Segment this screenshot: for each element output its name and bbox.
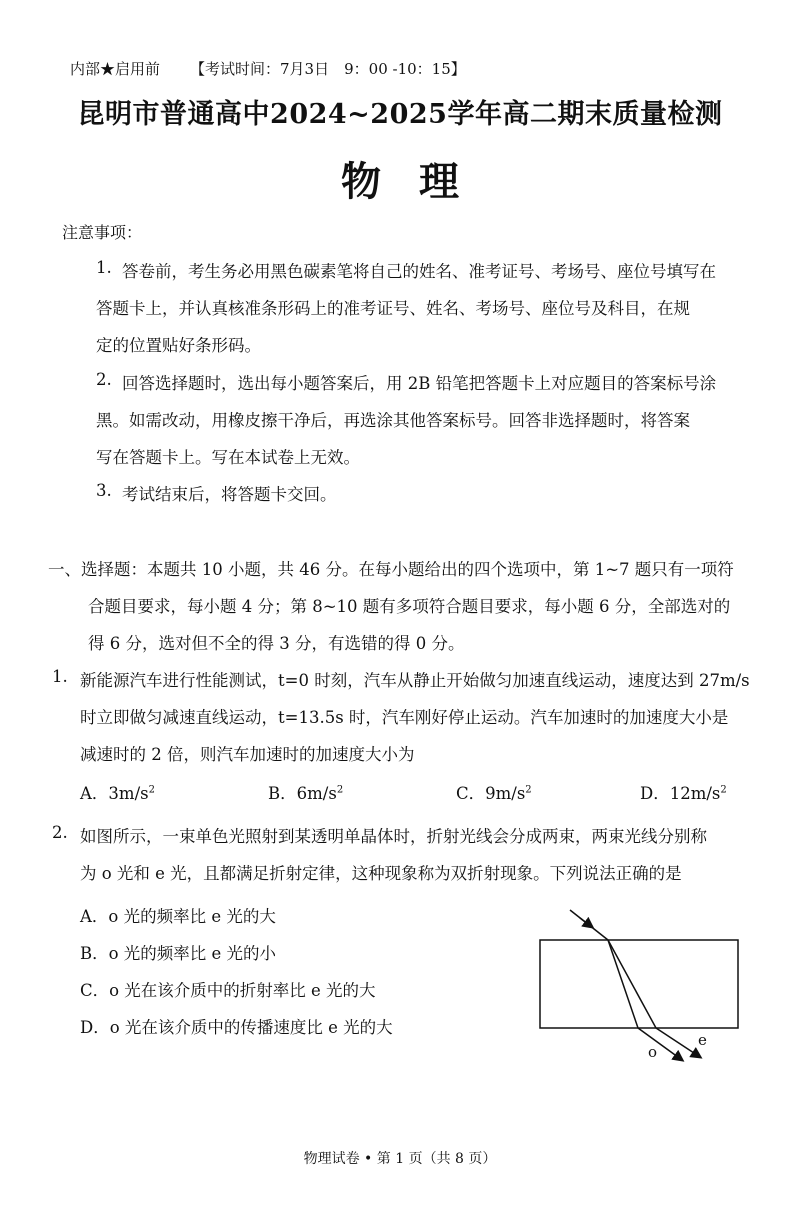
question-1-option-d[interactable]: D．$12m/s^2$ — [640, 784, 727, 803]
notice-item-3-line-1: 考试结束后，将答题卡交回。 — [122, 485, 337, 504]
notice-item-2-line-1: 回答选择题时，选出每小题答案后，用 2B 铅笔把答题卡上对应题目的答案标号涂 — [122, 374, 717, 393]
notice-item-1-line-2: 答题卡上，并认真核准条形码上的准考证号、姓名、考场号、座位号及科目，在规 — [96, 299, 690, 318]
question-1-line-2: 时立即做匀减速直线运动，t=13.5s 时，汽车刚好停止运动。汽车加速时的加速度大小是 — [80, 708, 729, 727]
e-ray-label: e — [698, 1031, 707, 1049]
question-2-option-d[interactable]: D．o 光在该介质中的传播速度比 e 光的大 — [80, 1018, 393, 1037]
crystal-block — [540, 940, 738, 1028]
question-2-line-2: 为 o 光和 e 光，且都满足折射定律，这种现象称为双折射现象。下列说法正确的是 — [80, 864, 682, 883]
question-2-line-1: 如图所示，一束单色光照射到某透明单晶体时，折射光线会分成两束，两束光线分别称 — [80, 827, 707, 846]
exam-time: 【考试时间：7月3日 9：00 -10：15】 — [190, 60, 466, 78]
notice-item-1-number: 1. — [96, 258, 112, 277]
question-1-number: 1. — [52, 667, 68, 686]
notice-item-2-number: 2. — [96, 370, 112, 389]
page-footer: 物理试卷 • 第 1 页（共 8 页） — [303, 1151, 497, 1167]
notice-item-3-number: 3. — [96, 481, 112, 500]
e-ray-exit — [656, 1028, 700, 1057]
e-ray-inside — [608, 940, 656, 1028]
page-title: 昆明市普通高中2024~2025学年高二期末质量检测 — [77, 99, 723, 130]
notice-item-1-line-3: 定的位置贴好条形码。 — [96, 336, 261, 355]
question-2-option-b[interactable]: B．o 光的频率比 e 光的小 — [80, 944, 277, 963]
o-ray-label: o — [648, 1043, 658, 1061]
subject-title: 物理 — [341, 158, 497, 205]
notice-item-2-line-2: 黑。如需改动，用橡皮擦干净后，再选涂其他答案标号。回答非选择题时，将答案 — [96, 411, 690, 430]
question-1-option-b[interactable]: B．$6m/s^2$ — [268, 784, 344, 803]
birefringence-diagram — [520, 895, 750, 1075]
section-1-line-3: 得 6 分，选对但不全的得 3 分，有选错的得 0 分。 — [88, 634, 465, 653]
section-1-line-2: 合题目要求，每小题 4 分；第 8~10 题有多项符合题目要求，每小题 6 分，全部选对的 — [88, 597, 731, 616]
exam-header — [70, 58, 466, 79]
question-2-number: 2. — [52, 823, 68, 842]
question-1-option-c[interactable]: C．$9m/s^2$ — [456, 784, 532, 803]
o-ray-exit — [638, 1028, 682, 1060]
notice-heading: 注意事项： — [62, 223, 143, 242]
question-2-option-c[interactable]: C．o 光在该介质中的折射率比 e 光的大 — [80, 981, 376, 1000]
question-1-line-1: 新能源汽车进行性能测试，t=0 时刻，汽车从静止开始做匀加速直线运动，速度达到 27m/s — [80, 671, 750, 690]
confidential-label: 内部★启用前 — [70, 60, 161, 78]
question-1-line-3: 减速时的 2 倍，则汽车加速时的加速度大小为 — [80, 745, 415, 764]
section-1-line-1: 一、选择题：本题共 10 小题，共 46 分。在每小题给出的四个选项中，第 1~7 题只有一项符 — [48, 560, 734, 579]
o-ray-inside — [608, 940, 638, 1028]
notice-item-2-line-3: 写在答题卡上。写在本试卷上无效。 — [96, 448, 360, 467]
notice-item-1-line-1: 答卷前，考生务必用黑色碳素笔将自己的姓名、准考证号、考场号、座位号填写在 — [122, 262, 716, 281]
question-1-option-a[interactable]: A．$3m/s^2$ — [80, 784, 155, 803]
question-2-option-a[interactable]: A．o 光的频率比 e 光的大 — [80, 907, 276, 926]
incident-arrow — [580, 918, 592, 927]
